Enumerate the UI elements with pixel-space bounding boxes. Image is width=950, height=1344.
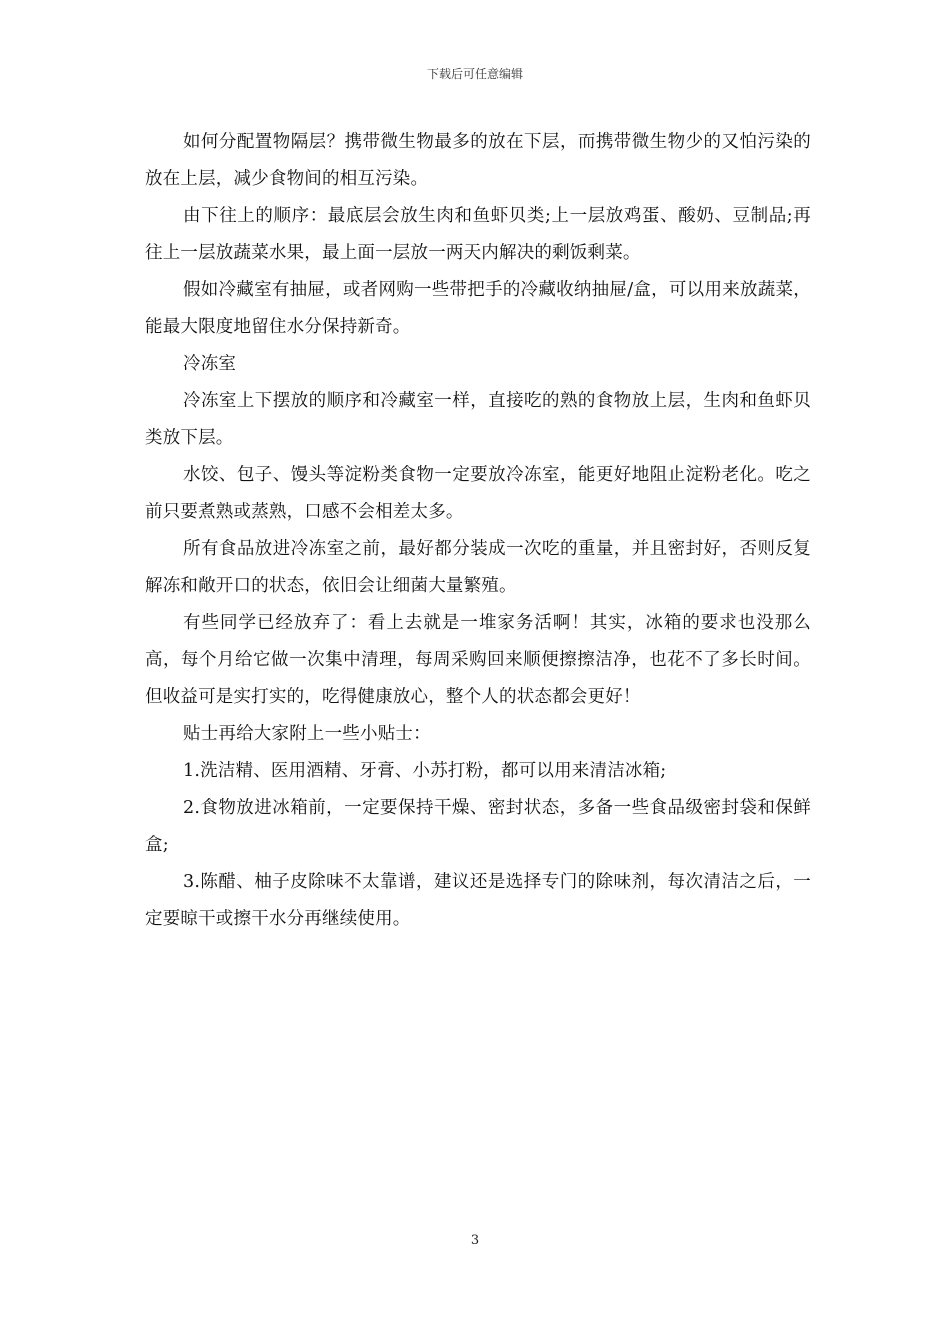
paragraph-tips-intro: 贴士再给大家附上一些小贴士：	[183, 724, 431, 744]
paragraph-portioning: 所有食品放进冷冻室之前，最好都分装成一次吃的重量，并且密封好，否则反复解冻和敞开口的状态，依旧会让细菌大量繁殖。	[145, 539, 811, 596]
page-number: 3	[470, 1233, 480, 1248]
paragraph-shelf-allocation: 如何分配置物隔层？携带微生物最多的放在下层，而携带微生物少的又怕污染的放在上层，减少食物间的相互污染。	[145, 132, 811, 189]
section-heading-freezer: 冷冻室	[183, 354, 237, 374]
tip-item-3: 3.陈醋、柚子皮除味不太靠谱，建议还是选择专门的除味剂，每次清洁之后，一定要晾干或擦干水分再继续使用。	[145, 872, 811, 929]
tip-item-1: 1.洗洁精、医用酒精、牙膏、小苏打粉，都可以用来清洁冰箱;	[183, 761, 667, 781]
paragraph-cleaning-encouragement: 有些同学已经放弃了：看上去就是一堆家务活啊！其实，冰箱的要求也没那么高，每个月给它做一次集中清理，每周采购回来顺便擦擦洁净，也花不了多长时间。但收益可是实打实的，吃得健康放心，整个人的状态都会更好！	[145, 613, 811, 707]
paragraph-bottom-up-order: 由下往上的顺序：最底层会放生肉和鱼虾贝类;上一层放鸡蛋、酸奶、豆制品;再往上一层放蔬菜水果，最上面一层放一两天内解决的剩饭剩菜。	[145, 206, 811, 263]
document-body	[145, 124, 811, 938]
tip-item-2: 2.食物放进冰箱前，一定要保持干燥、密封状态，多备一些食品级密封袋和保鲜盒;	[145, 798, 811, 855]
paragraph-drawer-tip: 假如冷藏室有抽屉，或者网购一些带把手的冷藏收纳抽屉/盒，可以用来放蔬菜，能最大限度地留住水分保持新奇。	[145, 280, 811, 337]
page-header: 下载后可任意编辑	[426, 67, 523, 81]
paragraph-freezer-order: 冷冻室上下摆放的顺序和冷藏室一样，直接吃的熟的食物放上层，生肉和鱼虾贝类放下层。	[145, 391, 811, 448]
paragraph-starch-foods: 水饺、包子、馒头等淀粉类食物一定要放冷冻室，能更好地阻止淀粉老化。吃之前只要煮熟或蒸熟，口感不会相差太多。	[145, 465, 811, 522]
